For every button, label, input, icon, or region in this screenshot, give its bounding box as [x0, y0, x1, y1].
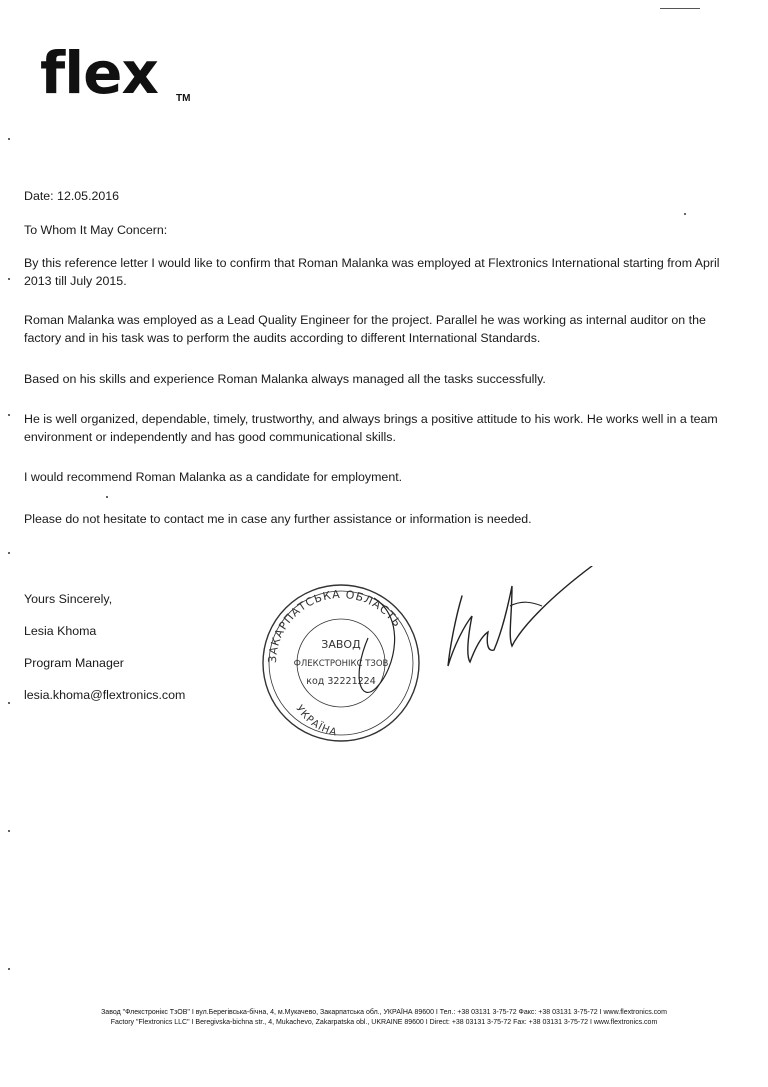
scan-speck — [106, 496, 108, 498]
scan-speck — [8, 552, 10, 554]
scan-speck — [8, 702, 10, 704]
stamp-company: ФЛЕКСТРОНІКС ТЗОВ — [293, 659, 389, 669]
letter-date: Date: 12.05.2016 — [24, 189, 120, 203]
scan-speck — [8, 278, 10, 280]
handwritten-signature — [442, 566, 602, 686]
signer-email: lesia.khoma@flextronics.com — [24, 688, 186, 702]
signer-name: Lesia Khoma — [24, 624, 97, 638]
signer-title: Program Manager — [24, 656, 124, 670]
stamp-country: УКРАЇНА — [293, 703, 339, 739]
paragraph-contact: Please do not hesitate to contact me in case any further assistance or information is needed. — [24, 512, 532, 526]
svg-text:УКРАЇНА — [293, 703, 338, 738]
scan-speck — [8, 968, 10, 970]
footer-line-ukrainian: Завод "Флекстронікс ТзОВ" І вул.Берегівська-бічна, 4, м.Мукачево, Закарпатська обл., УКРАЇНА 89600 І Тел.: +38 03131 3-75-72 Факс: +38 03131 3-75-72 І www.flextronics.com — [101, 1009, 667, 1016]
letter-salutation: To Whom It May Concern: — [24, 223, 168, 237]
paragraph-skills: Based on his skills and experience Roman Malanka always managed all the tasks successfully. — [24, 372, 546, 386]
scan-mark — [660, 8, 700, 9]
scan-speck — [684, 213, 686, 215]
paragraph-recommendation: I would recommend Roman Malanka as a candidate for employment. — [24, 470, 403, 484]
scan-speck — [8, 138, 10, 140]
paragraph-qualities: He is well organized, dependable, timely, trustworthy, and always brings a positive attitude to his work. He works well in a team environment or independently and has good communicational skills. — [24, 412, 718, 444]
scan-speck — [8, 414, 10, 416]
flex-logo: flex — [40, 39, 158, 107]
footer-line-english: Factory "Flextronics LLC" І Beregivska-bichna str., 4, Mukachevo, Zakarpatska obl., UKRAINE 89600 І Direct: +38 03131 3-75-72 Fax: +38 03131 3-75-72 І www.flextronics.com — [110, 1019, 658, 1026]
paragraph-employment: By this reference letter I would like to confirm that Roman Malanka was employed at Flextronics International starting from April 2013 till July 2015. — [24, 256, 720, 288]
stamp-outer-text: ЗАКАРПАТСЬКА ОБЛАСТЬ — [265, 587, 405, 664]
closing: Yours Sincerely, — [24, 592, 113, 606]
scan-speck — [8, 830, 10, 832]
company-stamp — [256, 578, 426, 748]
stamp-plant: ЗАВОД — [321, 638, 361, 651]
paragraph-role: Roman Malanka was employed as a Lead Quality Engineer for the project. Parallel he was working as internal auditor on the factory and in his task was to perform the audits according to different International Standards. — [24, 313, 706, 345]
trademark-mark: TM — [176, 93, 191, 104]
stamp-code: код 32221224 — [306, 676, 376, 687]
